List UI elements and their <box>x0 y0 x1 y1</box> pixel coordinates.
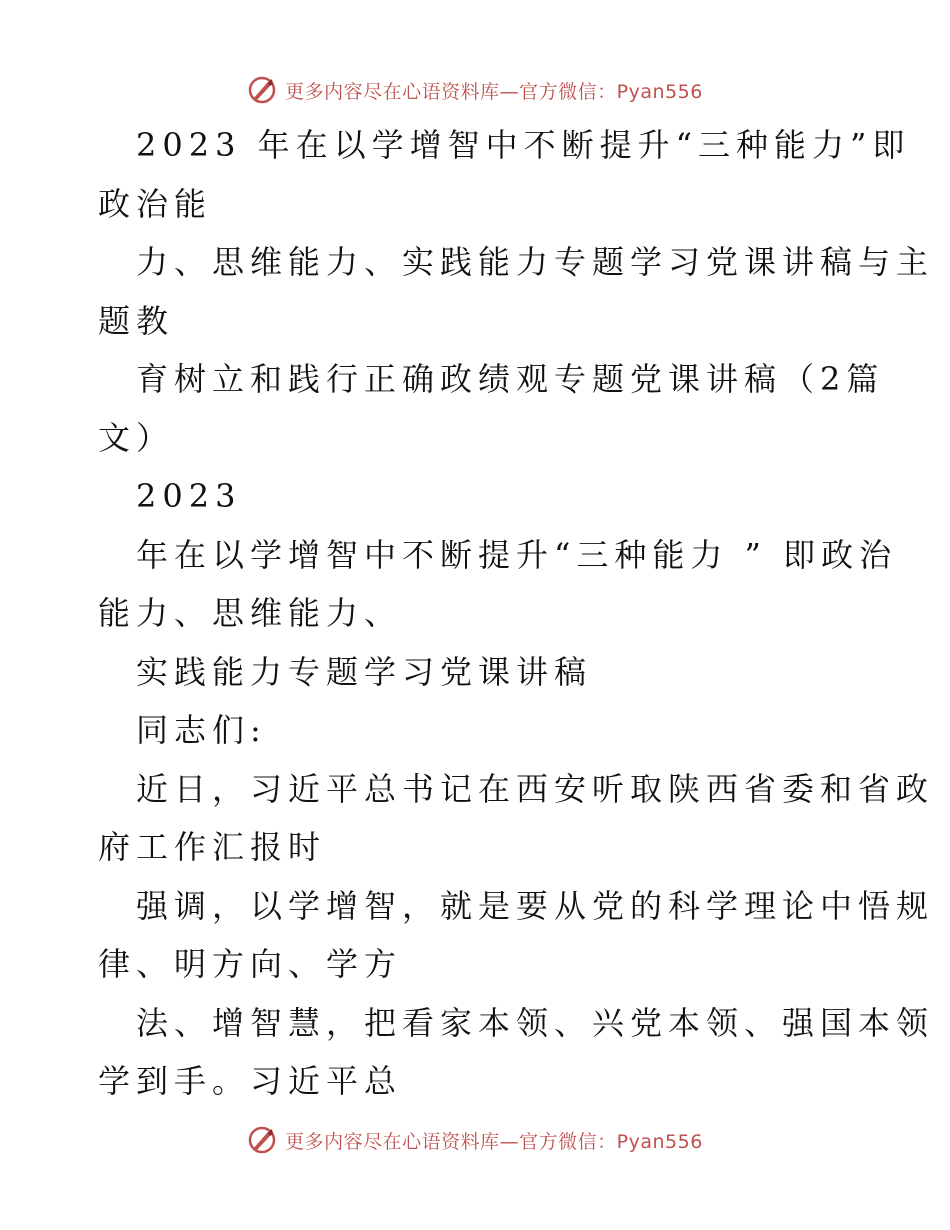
text-line: 近日，习近平总书记在西安听取陕西省委和省政 <box>136 769 935 808</box>
text-line: 同志们: <box>136 711 267 749</box>
text-line: 2023 年在以学增智中不断提升“三种能力”即 <box>136 126 911 164</box>
text-line: 政治能 <box>98 184 213 223</box>
header-watermark <box>0 70 950 110</box>
text-line: 法、增智慧，把看家本领、兴党本领、强国本领 <box>136 1003 935 1042</box>
text-line: 题教 <box>98 301 175 340</box>
quill-logo-icon <box>247 75 277 105</box>
watermark-text: 更多内容尽在心语资料库—官方微信：Pyan556 <box>285 1130 703 1153</box>
text-line: 学到手。习近平总 <box>98 1062 403 1100</box>
text-line: 实践能力专题学习党课讲稿 <box>136 652 593 691</box>
text-line: 府工作汇报时 <box>98 828 327 866</box>
text-line: 育树立和践行正确政绩观专题党课讲稿（2篇 <box>136 360 885 398</box>
quill-logo-icon <box>247 1125 277 1155</box>
text-line: 能力、思维能力、 <box>98 594 403 632</box>
text-line: 律、明方向、学方 <box>98 945 403 983</box>
document-body <box>98 116 935 1111</box>
footer-watermark <box>0 1120 950 1160</box>
text-line: 强调，以学增智，就是要从党的科学理论中悟规 <box>136 886 935 925</box>
text-line: 年在以学增智中不断提升“三种能力 ” 即政治 <box>136 535 898 574</box>
watermark-text: 更多内容尽在心语资料库—官方微信：Pyan556 <box>285 80 703 103</box>
text-line: 2023 <box>136 477 242 515</box>
text-line: 力、思维能力、实践能力专题学习党课讲稿与主 <box>136 243 935 281</box>
text-line: 文） <box>98 418 175 457</box>
